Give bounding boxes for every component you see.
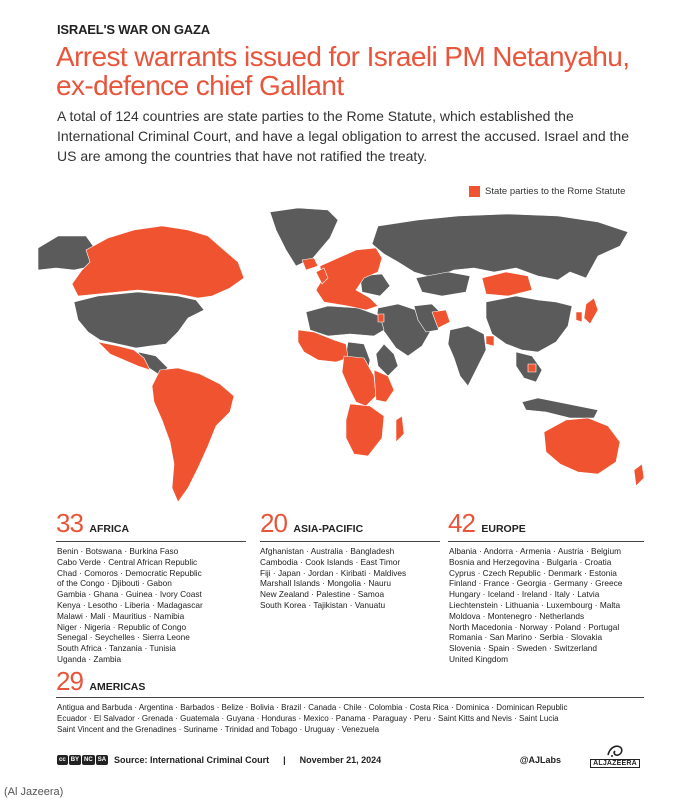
date-text: November 21, 2024	[299, 755, 382, 765]
region-asia-pacific	[260, 508, 363, 539]
ajlabs-handle: @AJLabs	[519, 755, 561, 765]
footer-separator: |	[283, 755, 286, 765]
map-china	[486, 296, 572, 352]
americas-count: 29	[56, 666, 83, 696]
asia-pacific-countries: Afghanistan · Australia · Bangladesh Cambodia · Cook Islands · East Timor Fiji · Japan · Jordan · Kiribati · Maldives Marshall Islands · Mongolia · Nauru New Zealand · Palestine · Samoa South Korea · Tajikistan · Vanuatu	[260, 546, 407, 610]
map-north-africa	[306, 306, 384, 336]
map-southern-africa	[346, 404, 384, 456]
map-russia	[372, 214, 628, 280]
region-europe	[448, 508, 526, 539]
legend-label: State parties to the Rome Statute	[485, 186, 626, 197]
cc-by-icon: BY	[70, 757, 80, 763]
aljazeera-logo	[585, 743, 645, 771]
world-map	[38, 206, 650, 506]
cc-icon: cc	[59, 757, 66, 763]
map-india	[448, 326, 486, 386]
map-jordan	[378, 314, 384, 322]
americas-countries: Antigua and Barbuda · Argentina · Barbados · Belize · Bolivia · Brazil · Canada · Chile · Colombia · Costa Rica · Dominica · Dominican Republic Ecuador · El Salvador · Grenada · Guatemala · Guyana · Honduras · Mexico · Panama · Paraguay · Peru · Saint Kitts and Nevis · Saint Lucia Saint Vincent and the Grenadines · Suriname · Trinidad and Tobago · Uruguay · Venezuela	[57, 703, 568, 734]
map-indonesia	[522, 398, 598, 418]
map-mongolia	[482, 272, 532, 296]
image-caption: (Al Jazeera)	[4, 786, 64, 798]
headline: Arrest warrants issued for Israeli PM Netanyahu, ex-defence chief Gallant	[56, 41, 630, 101]
footer	[57, 749, 647, 771]
cc-license-badge	[57, 755, 108, 765]
americas-rule	[56, 697, 644, 698]
aljazeera-logo-icon	[604, 743, 626, 759]
map-cambodia	[528, 364, 536, 372]
africa-countries: Benin · Botswana · Burkina Faso Cabo Verde · Central African Republic Chad · Comoros · Democratic Republic of the Congo · Djibouti · Gabon Gambia · Ghana · Guinea · Ivory Coast Kenya · Lesotho · Liberia · Madagascar Malawi · Mali · Mauritius · Namibia Niger · Nigeria · Republic of Congo Senegal · Seychelles · Sierra Leone South Africa · Tanzania · Tunisia Uganda · Zambia	[57, 546, 203, 664]
europe-count: 42	[448, 508, 475, 538]
americas-name: AMERICAS	[89, 681, 146, 693]
cc-nc-icon: NC	[84, 757, 93, 763]
map-bangladesh	[486, 336, 494, 346]
europe-countries: Albania · Andorra · Armenia · Austria · Belgium Bosnia and Herzegovina · Bulgaria · Croatia Cyprus · Czech Republic · Denmark · Estonia Finland · France · Georgia · Germany · Greece Hungary · Iceland · Ireland · Italy · Latvia Liechtenstein · Lithuania · Luxembourg · Malta Moldova · Montenegro · Netherlands North Macedonia · Norway · Poland · Portugal Romania · San Marino · Serbia · Slovakia Slovenia · Spain · Sweden · Switzerland United Kingdom	[449, 546, 623, 664]
kicker: ISRAEL'S WAR ON GAZA	[57, 22, 210, 37]
source-text: Source: International Criminal Court	[114, 755, 270, 765]
map-east-africa	[374, 370, 394, 402]
map-madagascar	[396, 416, 404, 442]
africa-count: 33	[56, 508, 83, 538]
map-usa	[74, 292, 204, 348]
region-africa	[56, 508, 129, 539]
asia-pacific-name: ASIA-PACIFIC	[293, 523, 364, 535]
map-south-america	[152, 368, 234, 502]
map-canada	[72, 226, 244, 298]
map-south-korea	[576, 312, 582, 322]
map-greenland	[270, 208, 338, 266]
europe-name: EUROPE	[481, 523, 526, 535]
legend-swatch	[469, 186, 480, 197]
map-japan	[584, 298, 598, 324]
africa-rule	[56, 541, 246, 542]
map-iceland	[302, 258, 318, 270]
region-americas	[56, 666, 145, 697]
subtitle: A total of 124 countries are state parties to the Rome Statute, which established the International Criminal Court, and have a legal obligation to arrest the accused. Israel and the US are among the countries that have not ratified the treaty.	[57, 108, 630, 164]
map-central-africa	[342, 356, 376, 406]
infographic-card	[38, 14, 650, 774]
map-kazakhstan	[416, 272, 470, 296]
europe-rule	[448, 541, 644, 542]
africa-name: AFRICA	[89, 523, 130, 535]
cc-sa-icon: SA	[97, 757, 107, 763]
map-horn-east-africa	[376, 344, 398, 376]
asia-pacific-rule	[260, 541, 440, 542]
aljazeera-logo-text: ALJAZEERA	[590, 759, 640, 768]
map-new-zealand	[634, 464, 644, 486]
map-australia	[544, 418, 620, 474]
map-legend	[469, 186, 625, 197]
asia-pacific-count: 20	[260, 508, 287, 538]
